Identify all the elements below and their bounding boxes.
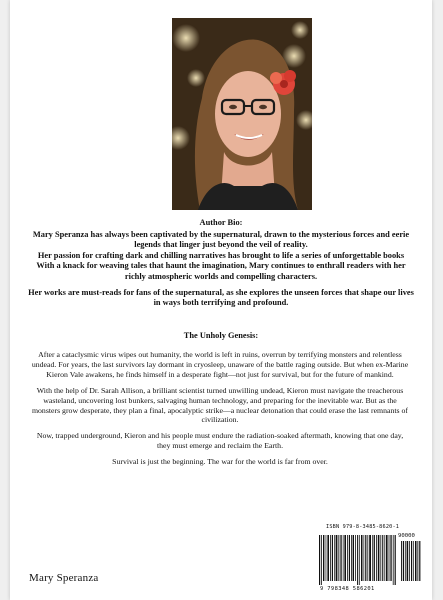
author-name: Mary Speranza (29, 572, 99, 584)
synopsis-paragraph: After a cataclysmic virus wipes out humanity, the world is left in ruins, overrun by terrifying monsters and relentless undead. For years, the last survivors lay dormant in cryosleep, unaware of the battle raging outside. But when ex-Marine Kieron Vale awakens, he finds himself in a desperate fight—not just for survival, but for the future of mankind. (31, 350, 409, 379)
synopsis-paragraph: Survival is just the beginning. The war for the world is far from over. (112, 457, 328, 467)
synopsis-paragraph: Now, trapped underground, Kieron and his people must endure the radiation-soaked aftermath, knowing that one day, they must emerge and reclaim the Earth. (36, 431, 404, 451)
book-title-heading: The Unholy Genesis: (183, 331, 259, 340)
author-bio-paragraph: Her works are must-reads for fans of the supernatural, as she explores the unseen forces that shape our lives in ways both terrifying and profound. (28, 287, 414, 308)
author-bio-paragraph: Mary Speranza has always been captivated by the supernatural, drawn to the mysterious forces and eerie legends that linger just beyond the veil of reality. (32, 229, 410, 250)
isbn-label: ISBN 979-8-3485-8620-1 (326, 524, 400, 530)
synopsis-paragraph: With the help of Dr. Sarah Allison, a brilliant scientist turned unwilling undead, Kieron must navigate the treacherous wasteland, uncovering lost bunkers, salvaging human technology, and preparing for the inevitable war. But as the monsters grow desperate, they plan a final, apocalyptic strike—a nuclear detonation that could erase the last remnants of civilization. (31, 385, 409, 425)
author-bio-paragraph: With a knack for weaving tales that haunt the imagination, Mary continues to enthrall readers with her richly atmospheric worlds and compelling characters. (36, 261, 406, 281)
book-synopsis (30, 350, 410, 473)
author-bio-heading: Author Bio: (199, 218, 243, 227)
author-bio-paragraph: Her passion for crafting dark and chilling narratives has brought to life a series of unforgettable books (37, 250, 405, 260)
author-bio (26, 218, 416, 314)
book-back-cover (10, 0, 432, 600)
barcode-graphic (305, 519, 425, 593)
author-photo (172, 18, 312, 210)
isbn-barcode-box (305, 519, 425, 593)
author-portrait-illustration (172, 18, 312, 210)
barcode-price-code: 90000 (398, 533, 415, 539)
barcode-number: 9 798348 586201 (320, 586, 375, 592)
